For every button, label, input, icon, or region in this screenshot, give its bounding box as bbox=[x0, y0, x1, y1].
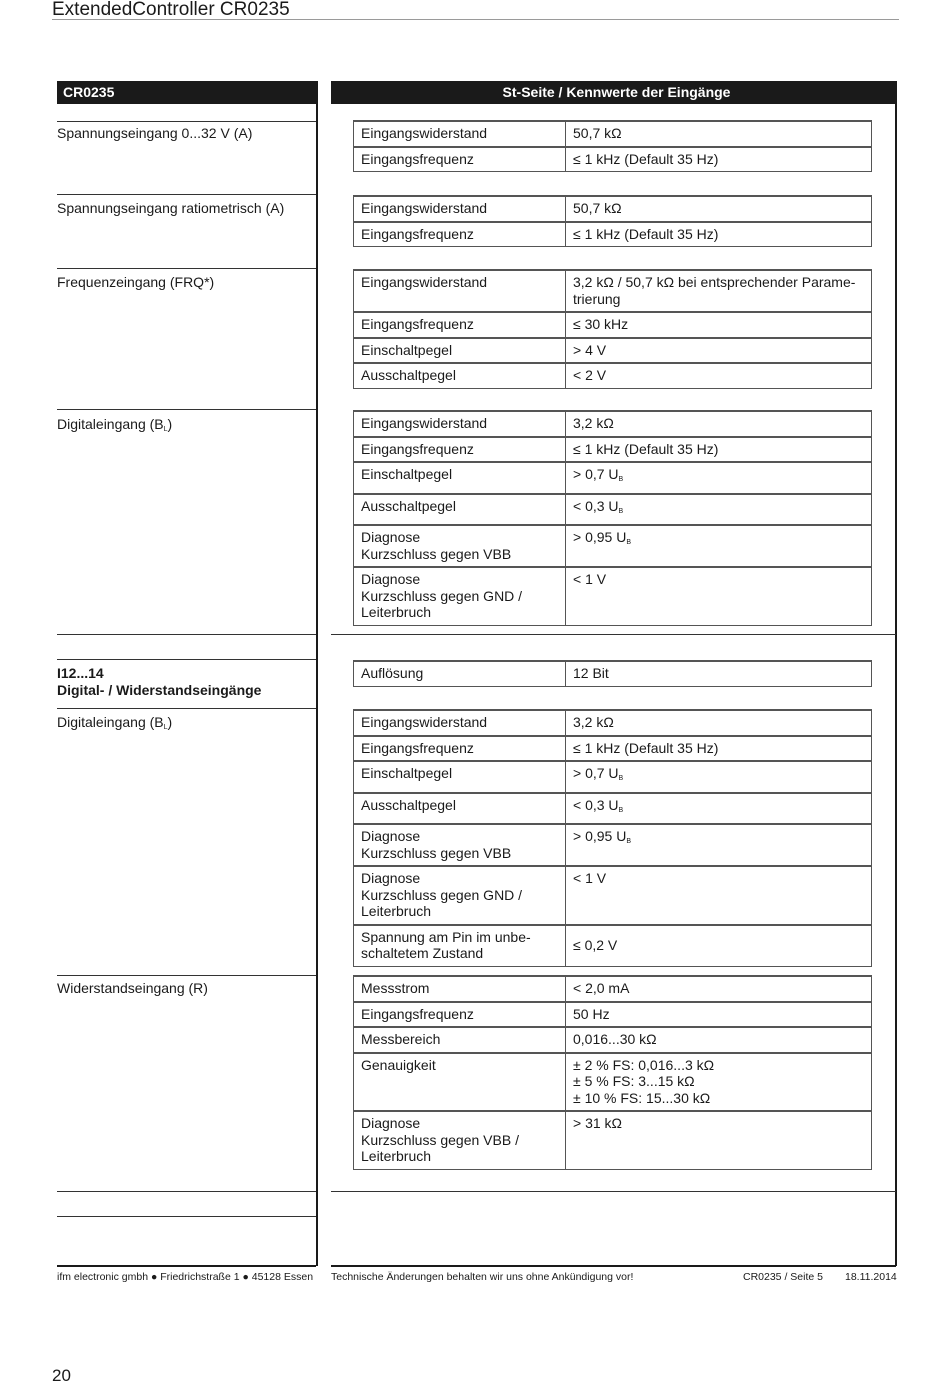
param-name: Eingangswiderstand bbox=[354, 196, 566, 222]
table-row bbox=[354, 567, 872, 625]
section-rule bbox=[57, 1191, 316, 1192]
table-row bbox=[354, 1053, 872, 1112]
section-rule bbox=[57, 708, 316, 709]
table-row bbox=[354, 147, 872, 172]
param-name: Eingangsfrequenz bbox=[354, 312, 566, 338]
param-value: ≤ 0,2 V bbox=[566, 925, 872, 967]
table-row bbox=[354, 494, 872, 526]
param-name: Ausschaltpegel bbox=[354, 363, 566, 388]
table-row bbox=[354, 121, 872, 147]
param-name: Diagnose Kurzschluss gegen GND / Leiterbruch bbox=[354, 866, 566, 925]
value-sub: B bbox=[618, 476, 624, 483]
spec-table bbox=[353, 410, 872, 626]
table-row bbox=[354, 824, 872, 866]
param-value: < 2 V bbox=[566, 363, 872, 388]
value-sub: B bbox=[618, 775, 624, 782]
table-row bbox=[354, 710, 872, 736]
param-value: 3,2 kΩ / 50,7 kΩ bei entsprechender Parame- trierung bbox=[566, 270, 872, 312]
spec-table bbox=[353, 120, 872, 172]
section-label-sub: L bbox=[163, 426, 168, 433]
table-row bbox=[354, 196, 872, 222]
value-text: < 0,3 U bbox=[573, 497, 619, 514]
table-row bbox=[354, 976, 872, 1002]
param-name: Diagnose Kurzschluss gegen VBB / Leiterbruch bbox=[354, 1111, 566, 1169]
section-label: Spannungseingang 0...32 V (A) bbox=[57, 125, 253, 141]
param-value: > 31 kΩ bbox=[566, 1111, 872, 1169]
param-name: Spannung am Pin im unbe- schaltetem Zustand bbox=[354, 925, 566, 967]
param-name: Messstrom bbox=[354, 976, 566, 1002]
section-rule bbox=[57, 659, 316, 660]
section-rule bbox=[57, 409, 316, 410]
param-name: Eingangswiderstand bbox=[354, 121, 566, 147]
table-row bbox=[354, 525, 872, 567]
table-row bbox=[354, 761, 872, 793]
section-label-end: ) bbox=[167, 714, 173, 730]
table-row bbox=[354, 363, 872, 388]
vertical-rule-left bbox=[316, 81, 318, 1266]
param-name: Ausschaltpegel bbox=[354, 494, 566, 526]
section-label-text: Digitaleingang (B bbox=[57, 416, 164, 432]
param-name: Diagnose Kurzschluss gegen GND / Leiterbruch bbox=[354, 567, 566, 625]
section-label bbox=[57, 714, 313, 736]
section-label-end: ) bbox=[167, 416, 173, 432]
footer-page-ref: CR0235 / Seite 5 bbox=[743, 1271, 823, 1283]
param-value: < 2,0 mA bbox=[566, 976, 872, 1002]
param-name: Genauigkeit bbox=[354, 1053, 566, 1112]
param-value: ≤ 1 kHz (Default 35 Hz) bbox=[566, 222, 872, 247]
section-rule bbox=[57, 1216, 316, 1217]
table-row bbox=[354, 866, 872, 925]
param-value: ≤ 1 kHz (Default 35 Hz) bbox=[566, 736, 872, 762]
table-header-right: St-Seite / Kennwerte der Eingänge bbox=[331, 81, 897, 104]
bottom-rule bbox=[331, 1265, 896, 1267]
param-value: 3,2 kΩ bbox=[566, 411, 872, 437]
param-name: Auflösung bbox=[354, 661, 566, 686]
param-name: Eingangsfrequenz bbox=[354, 222, 566, 247]
spec-table bbox=[353, 269, 872, 389]
footer-date: 18.11.2014 bbox=[845, 1271, 897, 1283]
param-name: Einschaltpegel bbox=[354, 761, 566, 793]
vertical-rule-right bbox=[895, 81, 897, 1266]
footer-notice: Technische Änderungen behalten wir uns ohne Ankündigung vor! bbox=[331, 1271, 634, 1283]
param-value bbox=[566, 462, 872, 494]
spec-table bbox=[353, 975, 872, 1170]
value-sub: B bbox=[626, 838, 631, 845]
param-value: 12 Bit bbox=[566, 661, 872, 686]
value-sub: B bbox=[618, 806, 624, 814]
section-rule bbox=[331, 634, 896, 635]
param-name: Diagnose Kurzschluss gegen VBB bbox=[354, 525, 566, 567]
param-value: 50 Hz bbox=[566, 1002, 872, 1028]
section-label: Widerstandseingang (R) bbox=[57, 980, 208, 996]
group-heading: I12...14 Digital- / Widerstandseingänge bbox=[57, 665, 262, 698]
table-row bbox=[354, 661, 872, 686]
param-value bbox=[566, 761, 872, 793]
value-text: > 0,7 U bbox=[573, 765, 619, 781]
spec-table bbox=[353, 660, 872, 687]
section-rule bbox=[331, 1191, 896, 1192]
footer-company: ifm electronic gmbh ● Friedrichstraße 1 ● 45128 Essen bbox=[57, 1271, 314, 1283]
param-value: < 1 V bbox=[566, 567, 872, 625]
param-value: > 4 V bbox=[566, 338, 872, 364]
value-sub: B bbox=[618, 507, 624, 515]
section-rule bbox=[57, 121, 316, 122]
param-value: 0,016...30 kΩ bbox=[566, 1027, 872, 1053]
spec-table bbox=[353, 195, 872, 247]
param-name: Einschaltpegel bbox=[354, 338, 566, 364]
param-value: ≤ 30 kHz bbox=[566, 312, 872, 338]
param-value: 50,7 kΩ bbox=[566, 196, 872, 222]
table-row bbox=[354, 222, 872, 247]
table-row bbox=[354, 338, 872, 364]
document-title: ExtendedController CR0235 bbox=[52, 0, 290, 20]
param-name: Eingangswiderstand bbox=[354, 411, 566, 437]
param-value bbox=[566, 494, 872, 526]
table-row bbox=[354, 1027, 872, 1053]
param-name: Messbereich bbox=[354, 1027, 566, 1053]
param-value: ≤ 1 kHz (Default 35 Hz) bbox=[566, 147, 872, 172]
table-row bbox=[354, 1111, 872, 1169]
param-value: 50,7 kΩ bbox=[566, 121, 872, 147]
section-rule bbox=[57, 194, 316, 195]
table-row bbox=[354, 270, 872, 312]
table-row bbox=[354, 1002, 872, 1028]
title-rule bbox=[52, 19, 899, 20]
param-name: Diagnose Kurzschluss gegen VBB bbox=[354, 824, 566, 866]
section-label bbox=[57, 416, 313, 438]
value-text: > 0,95 U bbox=[573, 529, 627, 545]
section-rule bbox=[57, 634, 316, 635]
param-value: ≤ 1 kHz (Default 35 Hz) bbox=[566, 437, 872, 463]
param-name: Eingangswiderstand bbox=[354, 270, 566, 312]
table-row bbox=[354, 312, 872, 338]
table-header-left: CR0235 bbox=[57, 81, 317, 104]
table-row bbox=[354, 462, 872, 494]
param-value bbox=[566, 824, 872, 866]
param-value bbox=[566, 793, 872, 825]
param-name: Eingangsfrequenz bbox=[354, 437, 566, 463]
param-name: Eingangsfrequenz bbox=[354, 1002, 566, 1028]
param-name: Eingangswiderstand bbox=[354, 710, 566, 736]
page-number: 20 bbox=[52, 1366, 71, 1385]
section-label: Spannungseingang ratiometrisch (A) bbox=[57, 200, 285, 216]
bottom-rule bbox=[57, 1265, 316, 1267]
section-rule bbox=[57, 268, 316, 269]
param-value: 3,2 kΩ bbox=[566, 710, 872, 736]
table-row bbox=[354, 925, 872, 967]
param-value: < 1 V bbox=[566, 866, 872, 925]
table-row bbox=[354, 437, 872, 463]
spec-table bbox=[353, 709, 872, 967]
table-row bbox=[354, 736, 872, 762]
param-value bbox=[566, 525, 872, 567]
param-value: ± 2 % FS: 0,016...3 kΩ ± 5 % FS: 3...15 kΩ ± 10 % FS: 15...30 kΩ bbox=[566, 1053, 872, 1112]
param-name: Ausschaltpegel bbox=[354, 793, 566, 825]
table-row bbox=[354, 411, 872, 437]
section-label: Frequenzeingang (FRQ*) bbox=[57, 274, 215, 290]
value-text: > 0,95 U bbox=[573, 828, 627, 844]
section-rule bbox=[57, 975, 316, 976]
value-text: > 0,7 U bbox=[573, 466, 619, 482]
param-name: Eingangsfrequenz bbox=[354, 736, 566, 762]
param-name: Eingangsfrequenz bbox=[354, 147, 566, 172]
value-text: < 0,3 U bbox=[573, 796, 619, 813]
value-sub: B bbox=[626, 539, 631, 546]
section-label-sub: L bbox=[163, 724, 168, 731]
table-row bbox=[354, 793, 872, 825]
param-name: Einschaltpegel bbox=[354, 462, 566, 494]
section-label-text: Digitaleingang (B bbox=[57, 714, 164, 730]
